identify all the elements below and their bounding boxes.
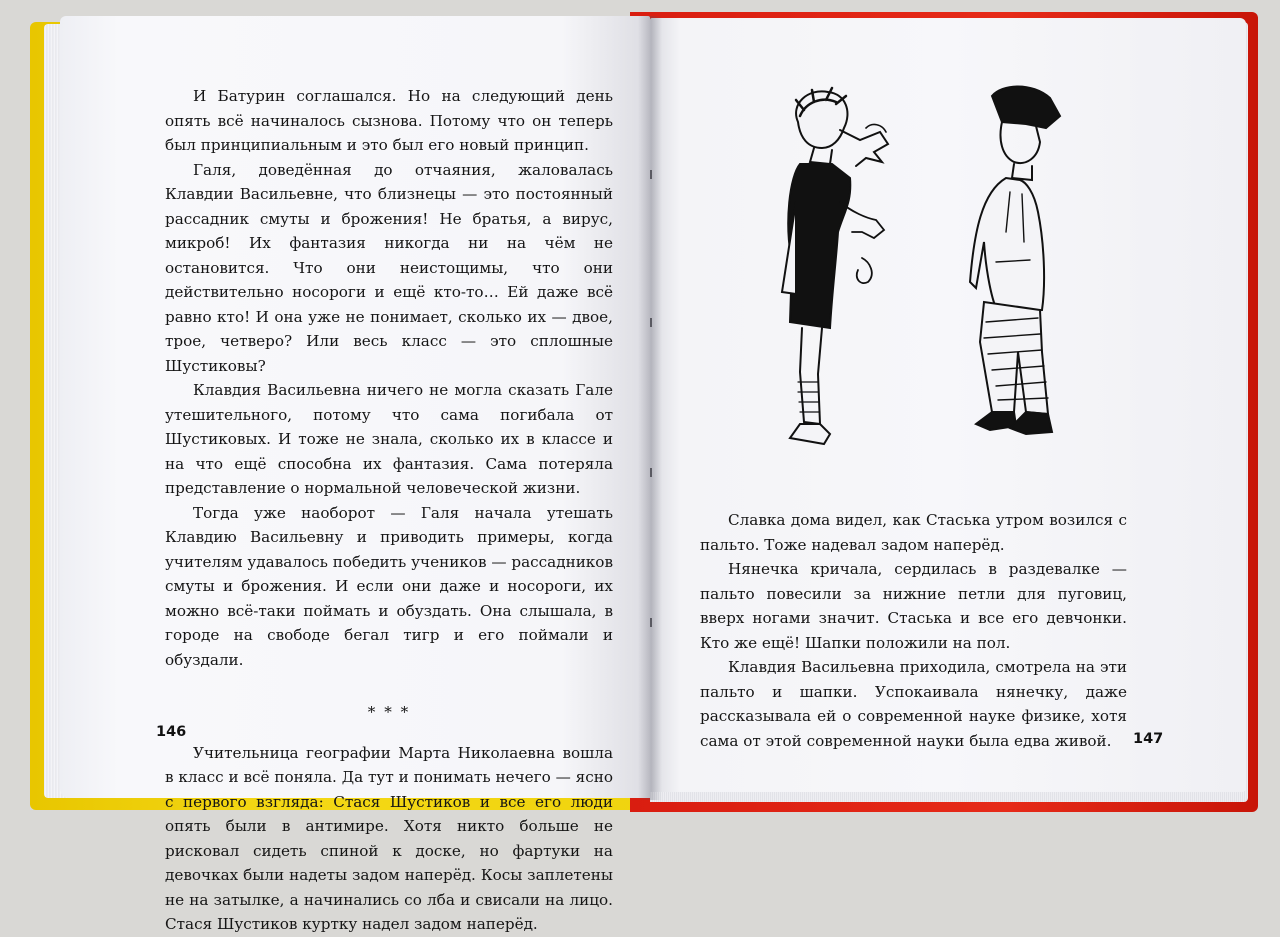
page-number-left: 146 [156, 724, 187, 740]
paragraph: Нянечка кричала, сердилась в раздевалке — пальто повесили за нижние петли для пуговиц, вверх ногами значит. Стаська и все его девчонки. Кто же ещё! Шапки положили на пол. [700, 560, 1127, 652]
left-page-text [165, 84, 613, 937]
paragraph: Клавдия Васильевна приходила, смотрела на эти пальто и шапки. Успокаивала нянечку, даже рассказывала ей о современной науке физике, хотя сама от этой современной науки была едва живой. [700, 658, 1127, 750]
paragraph: Галя, доведённая до отчаяния, жаловалась Клавдии Васильевне, что близнецы — это постоянный рассадник смуты и брожения! Не братья, а вирус, микроб! Их фантазия никогда ни на чём не остановится. Что они неистощимы, что они действительно носороги и ещё кто-то… Ей даже всё равно кто! И она уже не понимает, сколько их — двое, трое, четверо? Или весь класс — это сплошные Шустиковы? [165, 160, 613, 375]
right-page-text [700, 508, 1127, 753]
boy-figure [970, 87, 1060, 435]
section-separator: * * * [367, 703, 411, 721]
girl-figure [782, 88, 888, 444]
paragraph: Клавдия Васильевна ничего не могла сказать Гале утешительного, потому что сама погибала от Шустиковых. И тоже не знала, сколько их в классе и на что ещё способна их фантазия. Сама потеряла представление о нормальной человеческой жизни. [165, 381, 613, 497]
paragraph: Славка дома видел, как Стаська утром возился с пальто. Тоже надевал задом наперёд. [700, 511, 1127, 554]
book-gutter [638, 16, 662, 800]
binding-stitch [650, 170, 652, 179]
page-number-right: 147 [1133, 731, 1164, 747]
binding-stitch [650, 618, 652, 627]
paragraph: Учительница географии Марта Николаевна вошла в класс и всё поняла. Да тут и понимать нечего — ясно с первого взгляда: Стася Шустиков и все его люди опять были в антимире. Хотя никто больше не рисковал сидеть спиной к доске, но фартуки на девочках были надеты задом наперёд. Косы заплетены не на затылке, а начинались со лба и свисали на лицо. Стася Шустиков куртку надел задом наперёд. [165, 743, 613, 933]
binding-stitch [650, 468, 652, 477]
illustration [770, 82, 1080, 462]
paragraph: Тогда уже наоборот — Галя начала утешать Клавдию Васильевну и приводить примеры, когда учителям удавалось победить учеников — рассадников смуты и брожения. И если они даже и носороги, их можно всё-таки поймать и обуздать. Она слышала, в городе на свободе бегал тигр и его поймали и обуздали. [165, 503, 613, 669]
paragraph: И Батурин соглашался. Но на следующий день опять всё начиналось сызнова. Потому что он теперь был принципиальным и это был его новый принцип. [165, 87, 613, 154]
binding-stitch [650, 318, 652, 327]
